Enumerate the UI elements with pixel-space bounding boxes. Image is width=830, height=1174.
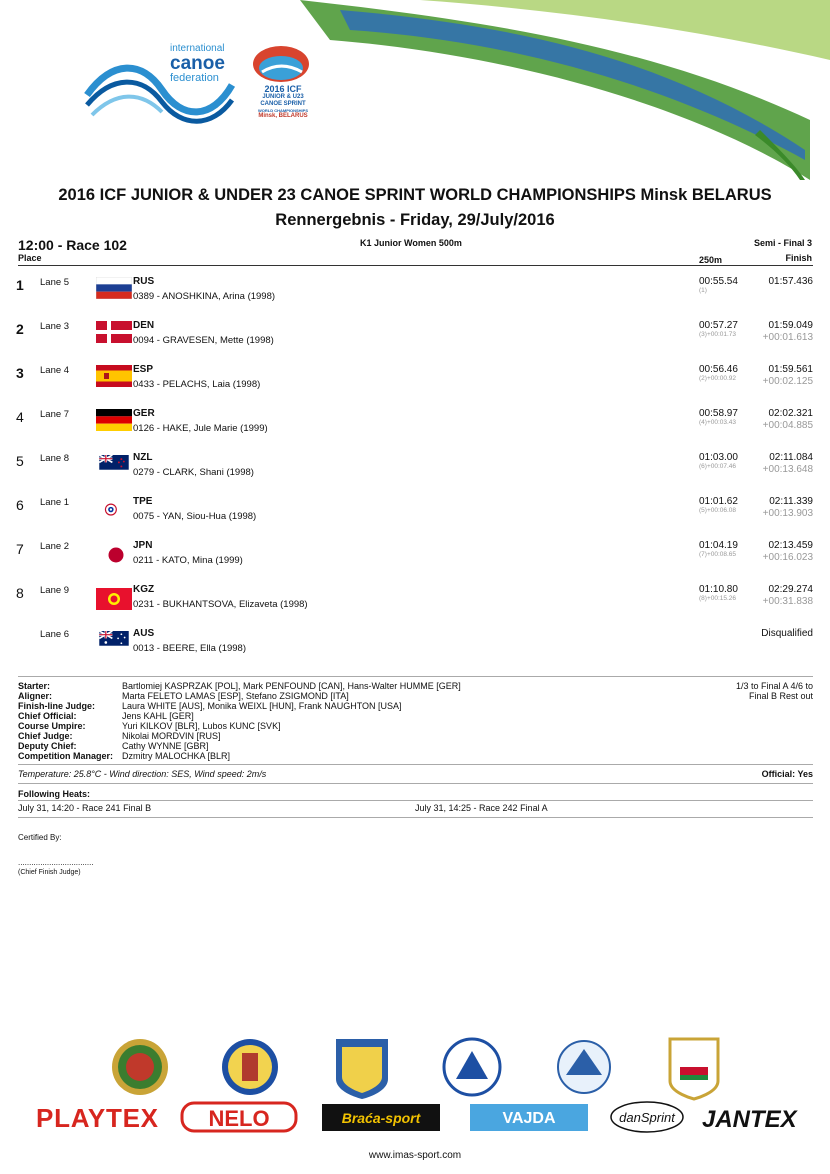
nation-code: DEN (133, 320, 155, 331)
place: 1 (16, 277, 24, 293)
nation-code: NZL (133, 452, 153, 463)
athlete-name: 0279 - CLARK, Shani (1998) (133, 467, 254, 478)
progression-rule: 1/3 to Final A 4/6 to (735, 681, 813, 691)
result-row (0, 537, 830, 581)
denmark-flag-icon (96, 321, 132, 343)
lane: Lane 1 (40, 497, 70, 508)
finish-diff: +00:16.023 (762, 552, 813, 563)
sponsor-jantex: JANTEX (702, 1106, 797, 1133)
official-label: Course Umpire: (18, 721, 86, 731)
split-250m-rank: (2)+00:00.92 (699, 375, 737, 382)
progression-rule: Final B Rest out (748, 691, 813, 701)
australia-flag-icon (96, 631, 132, 649)
sponsor-braca-sport: Braća-sport (341, 1110, 421, 1126)
split-250m: 00:57.27 (699, 320, 738, 331)
official-label: Competition Manager: (18, 751, 114, 761)
event-logo-text (252, 84, 314, 120)
race-time-label: 12:00 - Race 102 (18, 237, 127, 253)
sponsor-emblem-1 (112, 1039, 168, 1095)
column-header-place: Place (18, 253, 42, 263)
kyrgyzstan-flag-icon (96, 588, 132, 610)
split-250m: 01:03.00 (699, 452, 738, 463)
place: 4 (16, 409, 24, 425)
nation-code: AUS (133, 628, 155, 639)
lane: Lane 6 (40, 629, 70, 640)
finish-time: 01:57.436 (768, 276, 813, 287)
following-heat: July 31, 14:25 - Race 242 Final A (415, 803, 548, 813)
official-value: Yuri KILKOV [BLR], Lubos KUNC [SVK] (122, 721, 281, 731)
sponsor-vajda: VAJDA (502, 1110, 556, 1127)
finish-diff: +00:31.838 (762, 596, 813, 607)
sponsor-emblem-2 (222, 1039, 278, 1095)
split-250m-rank: (6)+00:07.46 (699, 463, 737, 470)
athlete-name: 0094 - GRAVESEN, Mette (1998) (133, 335, 274, 346)
split-250m-rank: (5)+00:06.08 (699, 507, 737, 514)
chinese-taipei-flag-icon (100, 497, 128, 519)
event-logo-line: 2016 ICF (264, 84, 302, 94)
split-250m-rank: (1) (699, 287, 707, 294)
official-value: Bartlomiej KASPRZAK [POL], Mark PENFOUND [CAN], Hans-Walter HUMME [GER] (122, 681, 461, 691)
split-250m: 01:10.80 (699, 584, 738, 595)
finish-time: 01:59.049 (768, 320, 813, 331)
official-value: Cathy WYNNE [GBR] (122, 741, 209, 751)
nation-code: TPE (133, 496, 153, 507)
split-250m-rank: (7)+00:08.65 (699, 551, 737, 558)
athlete-name: 0211 - KATO, Mina (1999) (133, 555, 243, 566)
icf-line2: canoe (170, 53, 225, 74)
results-divider (18, 676, 813, 677)
event-logo-line: Minsk, BELARUS (258, 113, 308, 119)
place: 2 (16, 321, 24, 337)
athlete-name: 0075 - YAN, Siou-Hua (1998) (133, 511, 257, 522)
place: 6 (16, 497, 24, 513)
sponsor-emblem-4 (444, 1039, 500, 1095)
result-row (0, 581, 830, 625)
sponsor-playtex: PLAYTEX (36, 1103, 158, 1133)
official-label: Starter: (18, 681, 51, 691)
athlete-name: 0433 - PELACHS, Laia (1998) (133, 379, 261, 390)
signature-line: .................................. (18, 858, 94, 867)
russia-flag-icon (96, 277, 132, 299)
sponsor-emblem-3 (336, 1039, 388, 1099)
place: 7 (16, 541, 24, 557)
place: 8 (16, 585, 24, 601)
column-header-finish: Finish (785, 253, 812, 263)
event-logo-line: JUNIOR & U23 (262, 94, 304, 100)
finish-diff: +00:01.613 (762, 332, 813, 343)
official-label: Deputy Chief: (18, 741, 77, 751)
result-row (0, 361, 830, 405)
result-row (0, 493, 830, 537)
sponsor-emblem-6 (670, 1039, 718, 1099)
lane: Lane 4 (40, 365, 70, 376)
certified-label: Certified By: (18, 833, 62, 842)
official-label: Chief Official: (18, 711, 77, 721)
split-250m: 00:58.97 (699, 408, 738, 419)
split-250m: 01:01.62 (699, 496, 738, 507)
result-row (0, 449, 830, 493)
sponsor-nelo: NELO (208, 1106, 270, 1131)
finish-time: 01:59.561 (768, 364, 813, 375)
lane: Lane 7 (40, 409, 70, 420)
official-value: Laura WHITE [AUS], Monika WEIXL [HUN], Frank NAUGHTON [USA] (122, 701, 402, 711)
official-status: Official: Yes (761, 769, 813, 779)
split-250m-rank: (3)+00:01.73 (699, 331, 737, 338)
result-row (0, 317, 830, 361)
finish-time: 02:29.274 (768, 584, 813, 595)
split-250m: 00:55.54 (699, 276, 738, 287)
document-subtitle: Rennergebnis - Friday, 29/July/2016 (275, 211, 555, 229)
japan-flag-icon (98, 541, 134, 563)
event-logo-line: CANOE SPRINT (260, 101, 306, 107)
athlete-name: 0231 - BUKHANTSOVA, Elizaveta (1998) (133, 599, 308, 610)
document-title: 2016 ICF JUNIOR & UNDER 23 CANOE SPRINT WORLD CHAMPIONSHIPS Minsk BELARUS (58, 186, 772, 204)
lane: Lane 9 (40, 585, 70, 596)
place: 5 (16, 453, 24, 469)
race-phase: Semi - Final 3 (753, 238, 812, 248)
following-heat: July 31, 14:20 - Race 241 Final B (18, 803, 152, 813)
weather-info: Temperature: 25.8°C - Wind direction: SES, Wind speed: 2m/s (18, 769, 267, 779)
column-header-250m: 250m (699, 255, 723, 265)
finish-time: 02:11.084 (769, 452, 813, 463)
footer-url: www.imas-sport.com (368, 1150, 462, 1161)
result-row (0, 625, 830, 669)
germany-flag-icon (96, 409, 132, 431)
official-label: Aligner: (18, 691, 53, 701)
official-value: Dzmitry MALOCHKA [BLR] (122, 751, 231, 761)
place: 3 (16, 365, 24, 381)
nation-code: KGZ (133, 584, 155, 595)
icf-logo-text (170, 44, 225, 84)
sponsor-emblem-5 (558, 1041, 610, 1093)
athlete-name: 0126 - HAKE, Jule Marie (1999) (133, 423, 268, 434)
following-divider-bottom (18, 817, 813, 818)
split-250m: 00:56.46 (699, 364, 738, 375)
spain-flag-icon (96, 365, 132, 387)
athlete-name: 0013 - BEERE, Ella (1998) (133, 643, 247, 654)
finish-time: 02:13.459 (768, 540, 813, 551)
race-event: K1 Junior Women 500m (360, 238, 462, 248)
weather-divider-top (18, 764, 813, 765)
lane: Lane 2 (40, 541, 70, 552)
finish-time: 02:02.321 (768, 408, 813, 419)
official-label: Chief Judge: (18, 731, 73, 741)
split-250m-rank: (8)+00:15.26 (699, 595, 737, 602)
finish-diff: +00:13.648 (762, 464, 813, 475)
sponsors-banner (30, 1005, 815, 1155)
athlete-name: 0389 - ANOSHKINA, Arina (1998) (133, 291, 276, 302)
finish-diff: +00:04.885 (762, 420, 813, 431)
weather-divider-bottom (18, 783, 813, 784)
icf-line3: federation (170, 72, 219, 84)
finish-time: 02:11.339 (769, 496, 813, 507)
following-divider (18, 800, 813, 801)
split-250m: 01:04.19 (699, 540, 738, 551)
lane: Lane 5 (40, 277, 70, 288)
official-label: Finish-line Judge: (18, 701, 96, 711)
official-value: Nikolai MORDVIN [RUS] (122, 731, 221, 741)
finish-diff: +00:13.903 (762, 508, 813, 519)
split-250m-rank: (4)+00:03.43 (699, 419, 737, 426)
sponsor-dansprint: danSprint (619, 1110, 675, 1125)
nation-code: RUS (133, 276, 155, 287)
result-row (0, 273, 830, 317)
icf-line1: international (170, 43, 225, 54)
official-value: Jens KAHL [GER] (122, 711, 194, 721)
finish-status: Disqualified (761, 628, 813, 639)
finish-diff: +00:02.125 (762, 376, 813, 387)
nation-code: GER (133, 408, 155, 419)
official-value: Marta FELETO LAMAS [ESP], Stefano ZSIGMOND [ITA] (122, 691, 349, 701)
chief-finish-judge-label: (Chief Finish Judge) (18, 869, 81, 876)
new-zealand-flag-icon (96, 455, 132, 473)
nation-code: JPN (133, 540, 153, 551)
result-row (0, 405, 830, 449)
following-heats-title: Following Heats: (18, 789, 90, 799)
lane: Lane 8 (40, 453, 70, 464)
header-divider (18, 265, 813, 266)
nation-code: ESP (133, 364, 154, 375)
lane: Lane 3 (40, 321, 70, 332)
event-logo-line: WORLD CHAMPIONSHIPS (258, 108, 308, 113)
